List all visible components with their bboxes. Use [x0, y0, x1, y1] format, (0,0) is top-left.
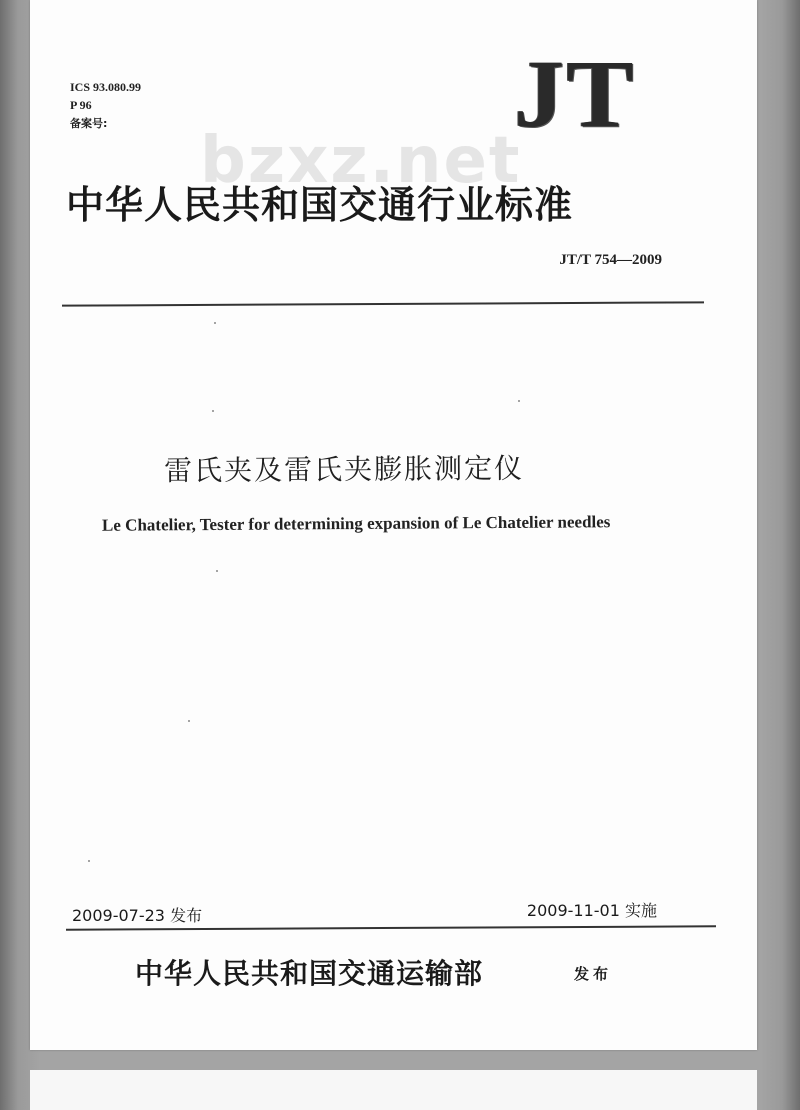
scan-speck: [216, 570, 218, 572]
top-divider: [62, 301, 704, 306]
standard-title: 中华人民共和国交通行业标准: [66, 183, 574, 227]
scan-speck: [214, 322, 216, 324]
document-title-en: Le Chatelier, Tester for determining expansion of Le Chatelier needles: [101, 512, 611, 535]
ics-code: ICS 93.080.99: [70, 80, 142, 94]
standard-number: JT/T 754—2009: [559, 252, 662, 268]
document-page: [30, 0, 757, 1050]
scan-speck: [212, 410, 214, 412]
publisher-name: 中华人民共和国交通运输部: [135, 957, 484, 990]
issue-date: 2009-07-23 发布: [72, 906, 203, 925]
filing-number-label: 备案号:: [70, 117, 108, 130]
document-title-cn: 雷氏夹及雷氏夹膨胀测定仪: [163, 451, 525, 488]
publish-label: 发布: [574, 965, 613, 983]
next-page-edge: [30, 1070, 757, 1110]
implementation-date: 2009-11-01 实施: [526, 901, 657, 920]
category-code: P 96: [70, 98, 92, 112]
scan-speck: [518, 400, 520, 402]
scan-speck: [88, 860, 90, 862]
bottom-divider: [66, 925, 716, 930]
scan-speck: [188, 720, 190, 722]
jt-logo: JT: [514, 40, 636, 147]
watermark: bzxz.net: [200, 124, 522, 198]
